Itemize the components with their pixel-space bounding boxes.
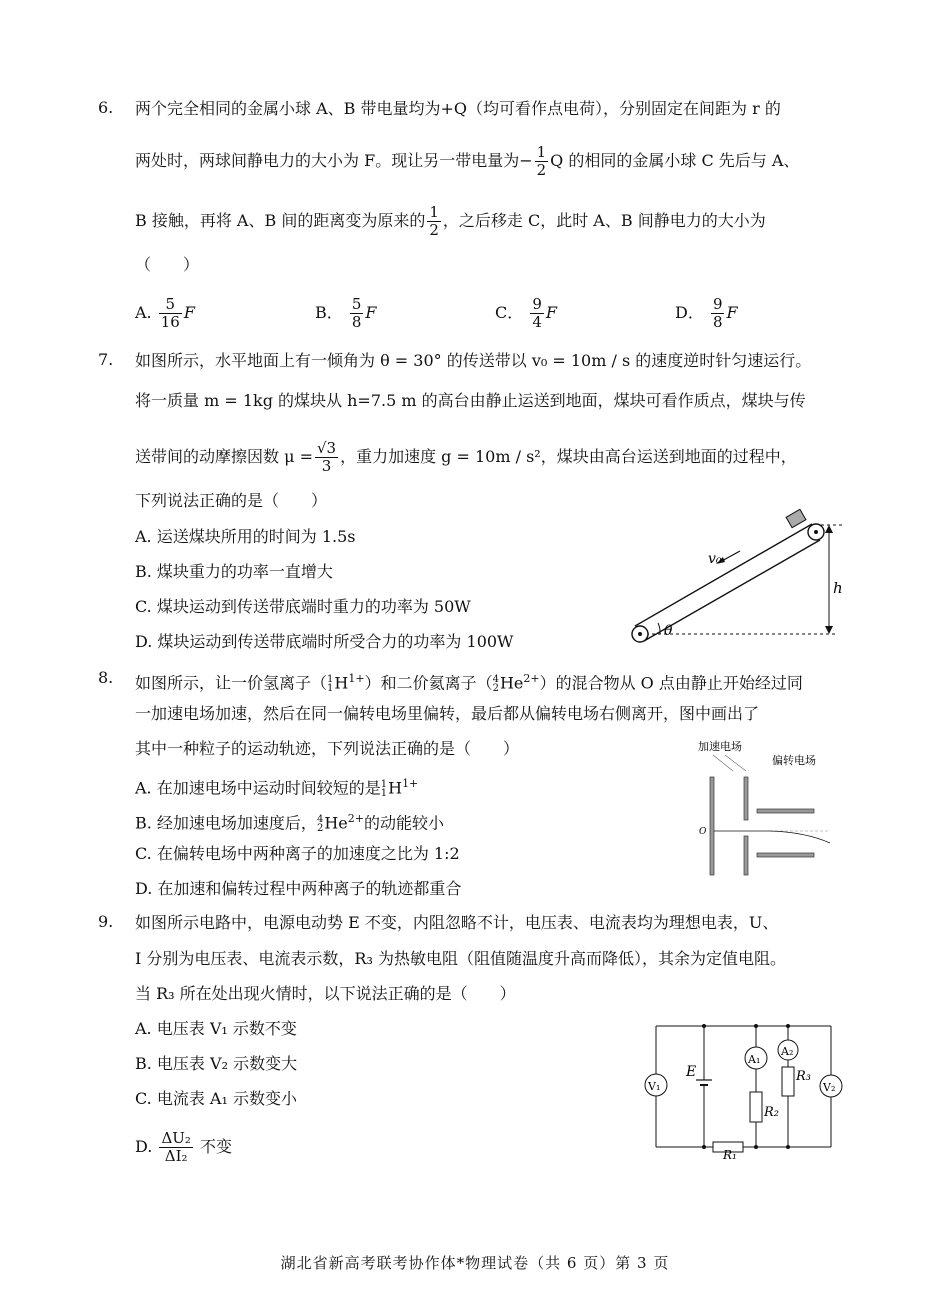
q9-line2: I 分别为电压表、电流表示数，R₃ 为热敏电阻（阻值随温度升高而降低），其余为定值电阻。 (135, 949, 786, 968)
q7-line2: 将一质量 m = 1kg 的煤块从 h=7.5 m 的高台由静止运送到地面，煤块可看作质点，煤块与传 (135, 391, 806, 410)
q7-conveyor-figure (620, 505, 860, 650)
q9-option-d: D. $\frac{\text{ΔU₂}}{\text{ΔI₂}}$ 不变 (135, 1129, 233, 1165)
q6-option-a: A. $\frac{5}{16}$ F (135, 295, 195, 331)
q8-line1: 如图所示，让一价氢离子（ 1 1 $H^{1+}$）和二价氦离子（ 4 2 $He^{2+}$）的混合物从 O 点由静止开始经过同 (135, 668, 803, 694)
q8-fig-acc-label: 加速电场 (698, 740, 742, 753)
q8-option-c: C. 在偏转电场中两种离子的加速度之比为 1:2 (135, 844, 460, 863)
q8-fig-o: O (699, 827, 707, 837)
q9-line1: 如图所示电路中，电源电动势 E 不变，内阻忽略不计，电压表、电流表均为理想电表，U、 (135, 913, 779, 932)
q9-option-a: A. 电压表 V₁ 示数不变 (135, 1019, 297, 1038)
question-number: 8. (98, 668, 114, 687)
q6-line2-text-b: Q 的相同的金属小球 C 先后与 A、 (550, 151, 800, 170)
q6-line2 (135, 144, 799, 179)
q9-fig-v1: V₁ (648, 1080, 661, 1093)
q9-fig-a1: A₁ (748, 1053, 761, 1066)
q9-fig-r1: R₁ (723, 1148, 737, 1160)
page-footer: 湖北省新高考联考协作体*物理试卷（共 6 页）第 3 页 (280, 1254, 670, 1272)
q7-fig-v0: v₀ (708, 551, 722, 567)
q8-option-d: D. 在加速和偏转过程中两种离子的轨迹都重合 (135, 879, 462, 898)
q9-fig-e: E (686, 1064, 697, 1080)
q9-line3: 当 R₃ 所在处出现火情时，以下说法正确的是（ ） (135, 984, 516, 1003)
q6-line1: 两个完全相同的金属小球 A、B 带电量均为+Q（均可看作点电荷），分别固定在间距为 r 的 (135, 99, 781, 118)
q8-helium-ion: 4 2 $He^{2+}$ (492, 672, 540, 694)
q8-option-b: B. 经加速电场加速度后， 4 2 $He^{2+}$的动能较小 (135, 812, 444, 834)
q6-neg-sign: − (519, 151, 533, 170)
q8-fig-defl-label: 偏转电场 (772, 754, 816, 767)
q9-fig-a2: A₂ (781, 1045, 794, 1058)
question-number: 7. (98, 350, 114, 369)
q9-option-b: B. 电压表 V₂ 示数变大 (135, 1054, 298, 1073)
q6-line3 (135, 204, 766, 239)
q6-option-c: C． $\frac{9}{4}$ F (495, 295, 557, 331)
q7-mu-fraction: $\frac{√3}{3}$ (316, 439, 337, 475)
q8-hydrogen-ion: 1 1 $H^{1+}$ (327, 672, 365, 694)
q7-line1: 如图所示，水平地面上有一倾角为 θ = 30° 的传送带以 v₀ = 10m / s 的速度逆时针匀速运行。 (135, 351, 812, 370)
q7-option-d: D. 煤块运动到传送带底端时所受合力的功率为 100W (135, 632, 514, 651)
q7-option-a: A. 运送煤块所用的时间为 1.5s (135, 527, 356, 546)
q6-line3-text-b: ，之后移走 C，此时 A、B 间静电力的大小为 (442, 211, 766, 230)
q9-option-c: C. 电流表 A₁ 示数变小 (135, 1089, 297, 1108)
q8-option-a: A. 在加速电场中运动时间较短的是 1 1 $H^{1+}$ (135, 777, 419, 799)
q6-paren: （ ） (135, 255, 200, 274)
q7-option-b: B. 煤块重力的功率一直增大 (135, 562, 333, 581)
q8-line2: 一加速电场加速，然后在同一偏转电场里偏转，最后都从偏转电场右侧离开，图中画出了 (135, 704, 760, 723)
q6-line3-text-a: B 接触，再将 A、B 间的距离变为原来的 (135, 211, 426, 230)
q8-line3: 其中一种粒子的运动轨迹，下列说法正确的是（ ） (135, 739, 520, 758)
q7-fig-h: h (833, 579, 843, 597)
q6-option-d: D． $\frac{9}{8}$ F (675, 295, 738, 331)
q7-line4: 下列说法正确的是（ ） (135, 491, 328, 510)
q9-circuit-figure (640, 1018, 852, 1160)
q6-fraction-half: $\frac{1}{2}$ (536, 143, 547, 179)
q6-fraction-half-2: $\frac{1}{2}$ (429, 203, 439, 239)
q6-option-b: B． $\frac{5}{8}$ F (315, 295, 377, 331)
q9-fig-r2: R₂ (764, 1105, 779, 1120)
q9-fig-v2: V₂ (823, 1081, 836, 1094)
q6-line2-text-a: 两处时，两球间静电力的大小为 F。现让另一带电量为 (135, 151, 520, 170)
q7-fig-theta: θ (664, 623, 673, 639)
question-number: 9. (98, 912, 114, 931)
q7-line3: 送带间的动摩擦因数 μ = $\frac{√3}{3}$ ，重力加速度 g = 10m / s²，煤块由高台运送到地面的过程中， (135, 439, 797, 475)
q7-option-c: C. 煤块运动到传送带底端时重力的功率为 50W (135, 597, 471, 616)
q8-field-figure (690, 735, 840, 880)
question-number: 6. (98, 98, 114, 117)
q9-fig-r3: R₃ (796, 1069, 811, 1084)
